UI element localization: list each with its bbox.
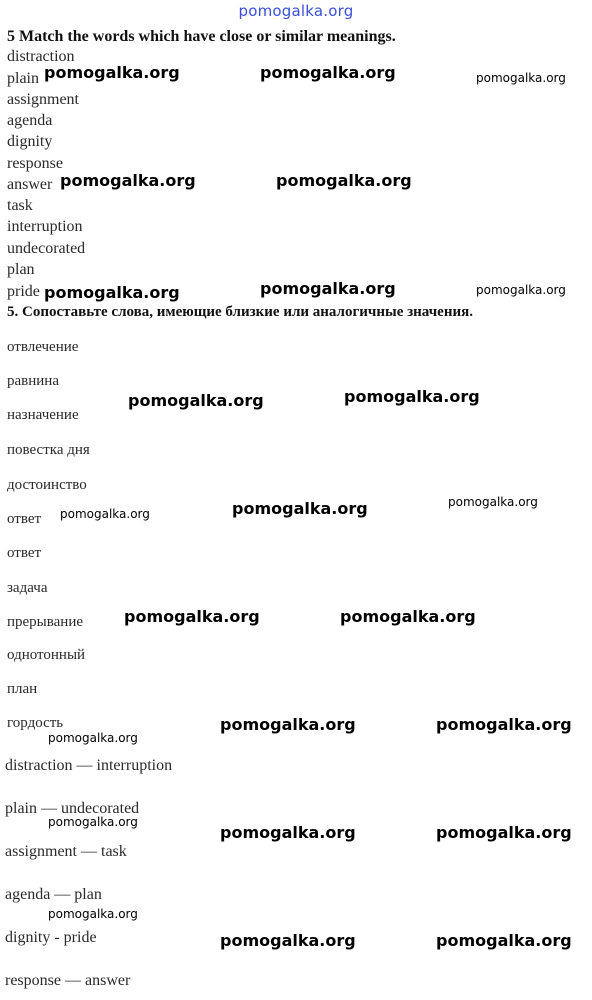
watermark: pomogalka.org (436, 931, 572, 950)
word-item: plan (7, 261, 35, 278)
watermark: pomogalka.org (220, 715, 356, 734)
ru-word-item: достоинство (7, 477, 87, 493)
ru-word-item: гордость (7, 715, 64, 731)
watermark: pomogalka.org (344, 387, 480, 406)
watermark: pomogalka.org (260, 63, 396, 82)
answer-pair: distraction — interruption (5, 757, 173, 774)
word-item: plain (7, 70, 39, 87)
ru-word-item: прерывание (7, 614, 84, 630)
exercise-heading-ru: 5. Сопоставьте слова, имеющие близкие или аналогичные значения. (7, 304, 473, 320)
watermark: pomogalka.org (340, 607, 476, 626)
word-item: distraction (7, 48, 75, 65)
ru-word-item: задача (7, 580, 48, 596)
watermark: pomogalka.org (220, 931, 356, 950)
ru-word-item: ответ (7, 545, 42, 561)
watermark: pomogalka.org (60, 171, 196, 190)
watermark: pomogalka.org (48, 907, 138, 921)
word-item: assignment (7, 91, 79, 108)
watermark: pomogalka.org (48, 815, 138, 829)
word-item: dignity (7, 133, 53, 150)
watermark: pomogalka.org (48, 731, 138, 745)
watermark: pomogalka.org (448, 495, 538, 509)
ru-word-item: назначение (7, 407, 79, 423)
watermark: pomogalka.org (476, 283, 566, 297)
site-header: pomogalka.org (238, 2, 354, 20)
word-item: response (7, 155, 63, 172)
ru-word-item: ответ (7, 511, 42, 527)
watermark: pomogalka.org (276, 171, 412, 190)
watermark: pomogalka.org (60, 507, 150, 521)
ru-word-item: план (7, 681, 38, 697)
word-item: pride (7, 283, 40, 300)
watermark: pomogalka.org (220, 823, 356, 842)
ru-word-item: отвлечение (7, 339, 79, 355)
watermark: pomogalka.org (124, 607, 260, 626)
watermark: pomogalka.org (476, 71, 566, 85)
exercise-heading-en: 5 Match the words which have close or similar meanings. (7, 28, 396, 45)
word-item: undecorated (7, 240, 86, 257)
watermark: pomogalka.org (128, 391, 264, 410)
word-item: agenda (7, 112, 53, 129)
word-item: interruption (7, 218, 83, 235)
watermark: pomogalka.org (436, 823, 572, 842)
word-item: task (7, 197, 33, 214)
answer-pair: agenda — plan (5, 886, 102, 903)
watermark: pomogalka.org (436, 715, 572, 734)
watermark: pomogalka.org (44, 283, 180, 302)
ru-word-item: повестка дня (7, 442, 90, 458)
watermark: pomogalka.org (260, 279, 396, 298)
answer-pair: assignment — task (5, 843, 127, 860)
word-item: answer (7, 176, 53, 193)
watermark: pomogalka.org (44, 63, 180, 82)
answer-pair: response — answer (5, 972, 131, 989)
ru-word-item: однотонный (7, 647, 86, 663)
watermark: pomogalka.org (232, 499, 368, 518)
answer-pair: dignity - pride (5, 929, 97, 946)
answer-pair: plain — undecorated (5, 800, 140, 817)
ru-word-item: равнина (7, 373, 59, 389)
